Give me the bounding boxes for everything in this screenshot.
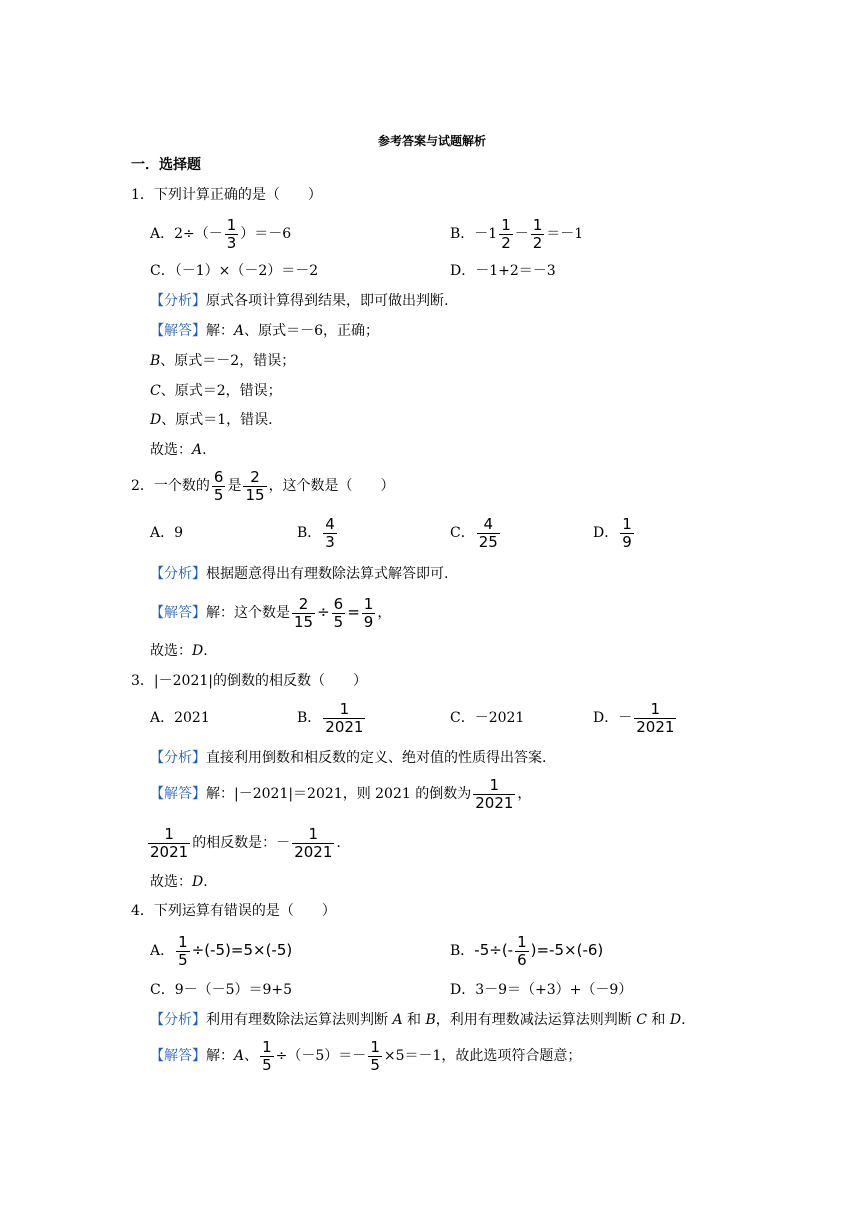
q3-option-a: A．2021 [150,710,210,726]
q3-analysis: 【分析】直接利用倒数和相反数的定义、绝对值的性质得出答案. [150,750,547,766]
section-heading: 一．选择题 [131,157,201,173]
fraction: $\frac{1}{2021}$ [475,775,514,812]
page-title: 参考答案与试题解析 [378,134,487,148]
q4-analysis: 【分析】利用有理数除法运算法则判断 A 和 B，利用有理数减法运算法则判断 C 和 D. [150,1012,686,1028]
q4-stem: 4．下列运算有错误的是（ ） [131,903,336,919]
q1-analysis: 【分析】原式各项计算得到结果，即可做出判断. [150,293,449,309]
fraction: $\frac{1}{2}$ [532,215,543,252]
q3-choose: 故选：D. [150,874,208,890]
q2-analysis: 【分析】根据题意得出有理数除法算式解答即可. [150,566,449,582]
q1-option-b: B．－1 $\frac{1}{2}$ － $\frac{1}{2}$ ＝－1 [450,215,584,252]
fraction: $\frac{6}{5}$ [213,467,224,504]
q3-answer: 【解答】解：|－2021|＝2021，则 2021 的倒数为 $\frac{1}{2021}$ ， [150,775,532,812]
fraction: $\frac{4}{25}$ [478,514,498,551]
q2-option-b: B． $\frac{4}{3}$ [297,514,335,551]
q1-stem: 1．下列计算正确的是（ ） [131,187,322,203]
q3-answer-line2: $\frac{1}{2021}$ 的相反数是：－ $\frac{1}{2021}$ . [150,824,341,861]
q1-line-d: D、原式＝1，错误. [150,412,273,428]
fraction: $\frac{1}{5}$ [370,1037,380,1074]
q1-option-a: A．2÷（－ $\frac{1}{3}$ ）＝－6 [150,215,292,252]
q2-option-c: C． $\frac{4}{25}$ [450,514,498,551]
fraction: $\frac{1}{2021}$ [636,699,675,736]
fraction: $\frac{4}{3}$ [325,514,335,551]
q1-answer: 【解答】解：A、原式＝－6，正确； [150,323,380,339]
q2-stem: 2．一个数的 $\frac{6}{5}$ 是 $\frac{2}{15}$ ，这个数是（ ） [131,467,395,504]
q1-line-b: B、原式＝－2，错误； [150,353,296,369]
q4-answer: 【解答】解：A、 $\frac{1}{5}$ ÷（－5）＝－ $\frac{1}{5}$ ×5＝－1，故此选项符合题意； [150,1037,582,1074]
fraction: $\frac{6}{5}$ [333,594,344,631]
q2-option-d: D． $\frac{1}{9}$ [593,514,632,551]
q1-line-c: C、原式＝2，错误； [150,383,282,399]
fraction: $\frac{1}{2021}$ [150,824,189,861]
q2-answer: 【解答】解：这个数是 $\frac{2}{15}$ ÷ $\frac{6}{5}$ = $\frac{1}{9}$ ， [150,594,392,631]
q1-option-d: D．－1+2＝－3 [450,263,556,279]
fraction: $\frac{1}{2021}$ [325,699,364,736]
fraction: $\frac{1}{2}$ [501,215,511,252]
q4-option-d: D．3－9＝（+3）+（－9） [450,982,633,998]
fraction: $\frac{1}{9}$ [622,514,632,551]
fraction: $\frac{1}{9}$ [363,594,374,631]
q3-option-c: C．－2021 [450,710,525,726]
q2-option-a: A．9 [150,525,184,541]
fraction: $\frac{2}{15}$ [294,594,314,631]
fraction: $\frac{1}{6}$ [517,932,527,969]
q4-option-c: C．9－（－5）＝9+5 [150,982,293,998]
fraction: $\frac{1}{3}$ [226,215,237,252]
fraction: $\frac{1}{5}$ [262,1037,272,1074]
q1-option-c: C．（－1）×（－2）＝－2 [150,263,319,279]
q2-choose: 故选：D. [150,643,208,659]
q3-option-d: D．－ $\frac{1}{2021}$ [593,699,675,736]
q4-option-b: B．-5÷(- $\frac{1}{6}$ )=-5×(-6) [450,932,604,969]
q3-stem: 3．|－2021|的倒数的相反数（ ） [131,673,367,689]
q3-option-b: B． $\frac{1}{2021}$ [297,699,364,736]
fraction: $\frac{1}{2021}$ [294,824,333,861]
q4-option-a: A． $\frac{1}{5}$ ÷(-5)=5×(-5) [150,932,293,969]
q1-choose: 故选：A. [150,442,207,458]
fraction: $\frac{2}{15}$ [245,467,265,504]
fraction: $\frac{1}{5}$ [178,932,188,969]
